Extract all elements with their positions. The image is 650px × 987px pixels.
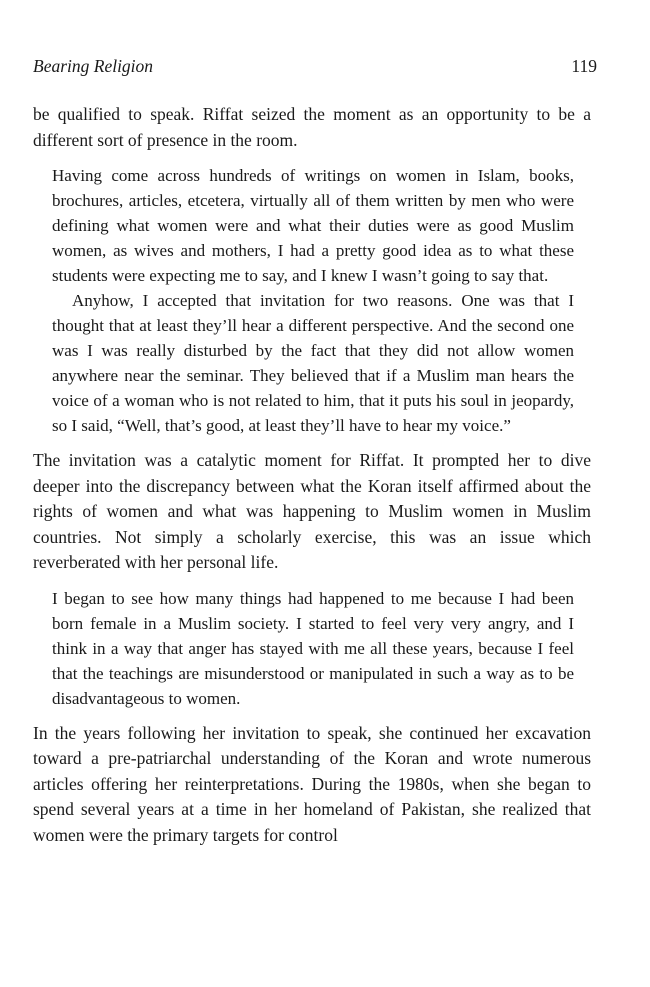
page-number: 119 bbox=[571, 56, 597, 76]
block-quote bbox=[52, 586, 574, 711]
quote-paragraph: Anyhow, I accepted that invitation for two reasons. One was that I thought that at least they’ll hear a different perspective. And the second one was I was really disturbed by the fact that they did not allow women anywhere near the seminar. They believed that if a Muslim man hears the voice of a woman who is not related to him, that it puts his soul in jeopardy, so I said, “Well, that’s good, at least they’ll have to hear my voice.” bbox=[52, 291, 574, 435]
block-quote bbox=[52, 163, 574, 438]
quote-paragraph: Having come across hundreds of writings on women in Islam, books, brochures, articles, etcetera, virtually all of them written by men who were defining what women were and what their duties were as good Muslim women, as wives and mothers, I had a pretty good idea as to what these students were expecting me to say, and I knew I wasn’t going to say that. bbox=[52, 166, 574, 285]
running-title: Bearing Religion bbox=[33, 56, 154, 76]
body-paragraph: be qualified to speak. Riffat seized the moment as an opportunity to be a different sort of presence in the room. bbox=[33, 104, 591, 150]
running-head bbox=[33, 56, 597, 80]
body-paragraph: The invitation was a catalytic moment for Riffat. It prompted her to dive deeper into the discrepancy between what the Koran itself affirmed about the rights of women and what was happening to Muslim women in Muslim countries. Not simply a scholarly exercise, this was an issue which reverberated with her personal life. bbox=[33, 450, 591, 572]
body-paragraph: In the years following her invitation to speak, she continued her excavation toward a pre-patriarchal understanding of the Koran and wrote numerous articles offering her reinterpretations. During the 1980s, when she began to spend several years at a time in her homeland of Pakistan, she realized that women were the primary targets for control bbox=[33, 722, 591, 845]
text-body bbox=[33, 102, 591, 848]
quote-paragraph: I began to see how many things had happened to me because I had been born female in a Muslim society. I started to feel very very angry, and I think in a way that anger has stayed with me all these years, because I feel that the teachings are misunderstood or manipulated in such a way as to be disadvantageous to women. bbox=[52, 588, 574, 708]
